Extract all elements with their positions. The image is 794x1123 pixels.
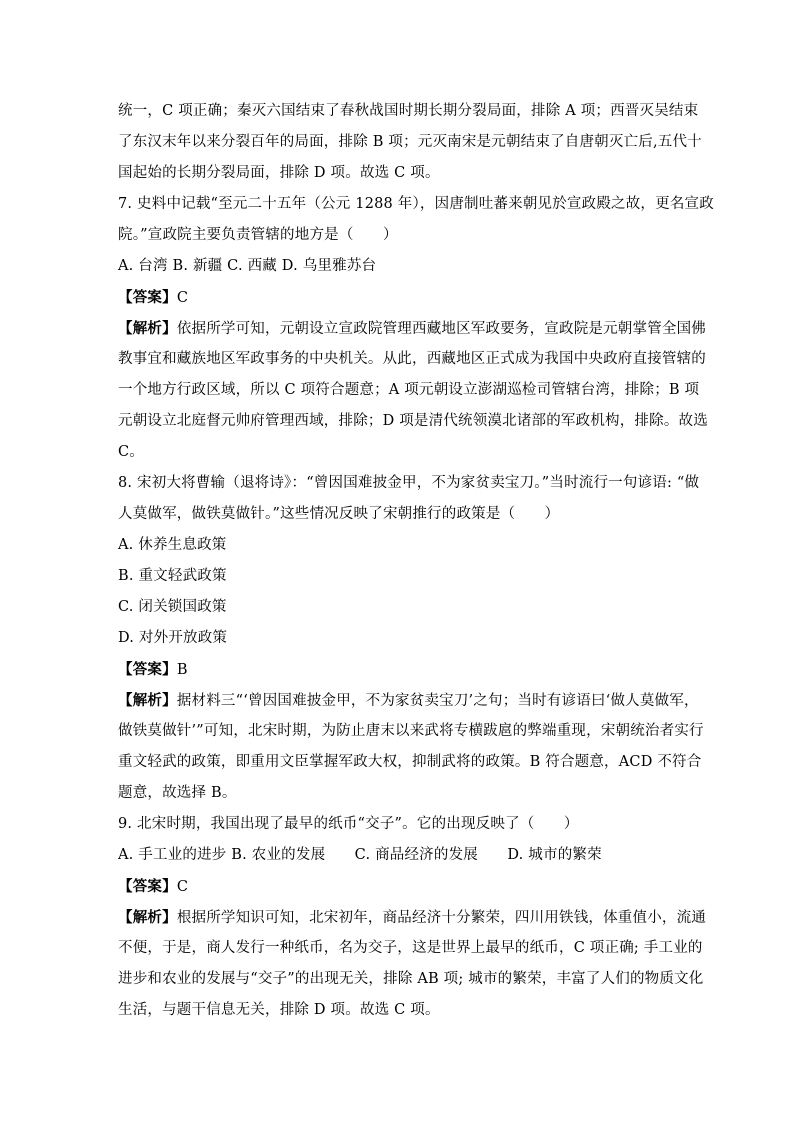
answer-line [118, 654, 678, 685]
question-7-stem: 院。”宣政院主要负责管辖的地方是（ ） [118, 227, 398, 243]
answer-value: C [176, 879, 189, 895]
answer-value: C [176, 290, 189, 306]
text-line: 一个地方行政区域，所以 C 项符合题意；A 项元朝设立澎湖巡检司管辖台湾，排除；B 项 [118, 382, 700, 398]
analysis-text: 根据所学知识可知，北宋初年，商品经济十分繁荣，四川用铁钱，体重值小，流通 [176, 910, 707, 926]
analysis-tag: 【解析】 [118, 320, 177, 337]
text-line: 统一，C 项正确；秦灭六国结束了春秋战国时期长期分裂局面，排除 A 项；西晋灭吴结束 [118, 103, 699, 119]
document-body [118, 96, 714, 1026]
question-8-stem: 8. 宋初大将曹输（退将诗》：“曾因国难披金甲，不为家贫卖宝刀。”当时流行一句谚语: “做 [118, 475, 700, 491]
text-line: 生活，与题干信息无关，排除 D 项。故选 C 项。 [118, 1002, 440, 1018]
analysis-text: 据材料三“‘曾因国难披金甲，不为家贫卖宝刀’之句；当时有谚语曰‘做人莫做军， [176, 693, 699, 709]
text-line: 教事宜和藏族地区军政事务的中央机关。从此，西藏地区正式成为我国中央政府直接管辖的 [118, 351, 706, 367]
option-a: A. 休养生息政策 [118, 537, 227, 553]
analysis-line [118, 902, 707, 933]
answer-tag: 【答案】 [118, 878, 177, 895]
analysis-tag: 【解析】 [118, 692, 177, 709]
question-7-stem: 7. 史料中记载“至元二十五年（公元 1288 年），因唐制吐蕃来朝见於宣政殿之故，更名宣政 [118, 196, 714, 212]
analysis-text: 依据所学可知，元朝设立宣政院管理西藏地区军政要务，宣政院是元朝掌管全国佛 [176, 321, 707, 337]
text-line: 做铁莫做针’”可知，北宋时期，为防止唐末以来武将专横跋扈的弊端重现，宋朝统治者实行 [118, 723, 704, 739]
answer-tag: 【答案】 [118, 289, 177, 306]
question-9-stem: 9. 北宋时期，我国出现了最早的纸币“交子”。它的出现反映了（ ） [118, 816, 579, 832]
text-line: 国起始的长期分裂局面，排除 D 项。故选 C 项。 [118, 165, 440, 181]
option-b: B. 重文轻武政策 [118, 568, 227, 584]
option-d: D. 对外开放政策 [118, 630, 228, 646]
question-8-stem: 人莫做军，做铁莫做针。”这些情况反映了宋朝推行的政策是（ ） [118, 506, 560, 522]
analysis-line [118, 313, 707, 344]
text-line: 元朝设立北庭督元帅府管理西域，排除；D 项是清代统领漠北诸部的军政机构，排除。故选 [118, 413, 708, 429]
text-line: 题意，故选择 B。 [118, 785, 237, 801]
answer-line [118, 282, 678, 313]
answer-line [118, 871, 678, 902]
text-line: C。 [118, 444, 144, 460]
question-7-options: A. 台湾 B. 新疆 C. 西藏 D. 乌里雅苏台 [118, 258, 377, 274]
text-line: 了东汉末年以来分裂百年的局面，排除 B 项；元灭南宋是元朝结束了自唐朝灭亡后,五代十 [118, 134, 702, 150]
analysis-line [118, 685, 699, 716]
answer-tag: 【答案】 [118, 661, 177, 678]
text-line: 重文轻武的政策，即重用文臣掌握军政大权，抑制武将的政策。B 符合题意，ACD 不符合 [118, 754, 702, 770]
question-9-options: A. 手工业的进步 B. 农业的发展 C. 商品经济的发展 D. 城市的繁荣 [118, 847, 602, 863]
analysis-tag: 【解析】 [118, 909, 177, 926]
text-line: 进步和农业的发展与“交子”的出现无关，排除 AB 项; 城市的繁荣，丰富了人们的物质文化 [118, 971, 704, 987]
answer-value: B [176, 662, 188, 678]
option-c: C. 闭关锁国政策 [118, 599, 227, 615]
text-line: 不便，于是，商人发行一种纸币，名为交子，这是世界上最早的纸币，C 项正确; 手工业的 [118, 940, 703, 956]
